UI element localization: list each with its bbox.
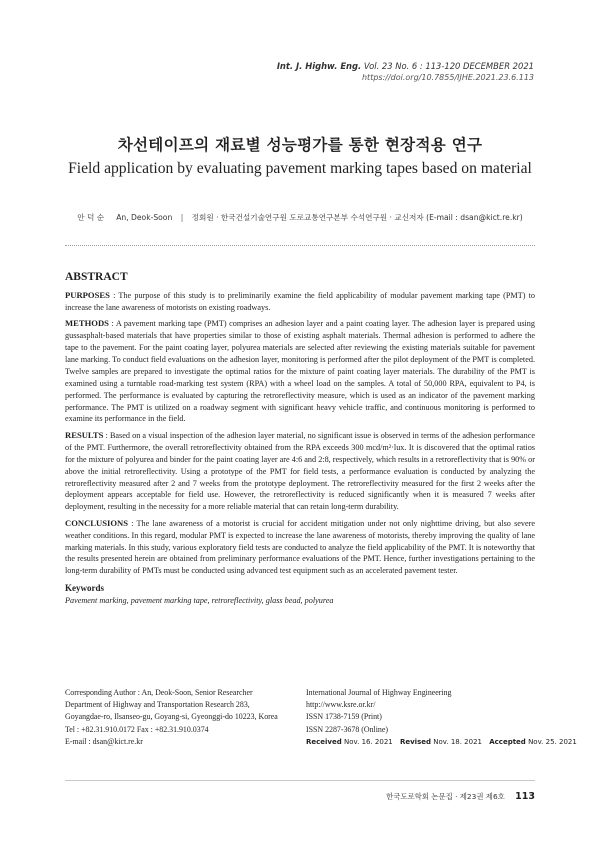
- keywords-title: Keywords: [65, 583, 104, 594]
- results-label: RESULTS: [65, 429, 104, 440]
- revised-label: Revised: [399, 737, 432, 746]
- results-text: : Based on a visual inspection of the adhesion layer material, no significant issue is observed in terms of the adhesion performance of the PMT. Furthermore, the overall retroreflectivity obtained from the RPA exceeds 300 mcd/m²·lux. It is discovered that the optimal ratios for the mixture of polyurea and binder for the paint coating layer are 4:6 and 2:8, respectively, which results in a retroreflectivity that is 90% or above the initial retroreflectivity. Using a prototype of the PMT for field tests, a performance evaluation is conducted by analyzing the retroreflectivity measured after 2 and 7 weeks from the prototype deployment. The retroreflectivity measured for the first 2 weeks after the deployment appears acceptable for field use. However, the retroreflectivity is reduced significantly when it is measured 7 weeks after deployment, resulting in the necessity for a more reliable material that can retain long-term durability.: [65, 430, 535, 512]
- abstract-heading: ABSTRACT: [65, 271, 128, 283]
- abstract-block: [65, 272, 535, 607]
- author-affiliation: 정회원 · 한국건설기술연구원 도로교통연구본부 수석연구원 · 교신저자 (E-mail : dsan@kict.re.kr): [191, 213, 523, 222]
- corresponding-line: Corresponding Author : An, Deok-Soon, Senior Researcher: [65, 688, 253, 697]
- journal-url[interactable]: http://www.ksre.or.kr/: [306, 700, 376, 710]
- conclusions-text: : The lane awareness of a motorist is crucial for accident mitigation under not only nighttime driving, but also severe weather conditions. In this regard, modular PMT is expected to increase the lane awareness of motorists, thereby improving the quality of lane marking materials. In this study, various exploratory field tests are conducted to analyze the field applicability of the PMT. It is noteworthy that the results presented herein are obtained from preliminary performance evaluations of the PMT. Hence, further investigations pertaining to the long-term durability of PMTs must be conducted using advanced test equipment such as an accelerated pavement tester.: [65, 518, 535, 576]
- journal-info-block: [306, 687, 582, 748]
- page-footer: [386, 791, 535, 802]
- accepted-date: Nov. 25. 2021: [528, 737, 577, 746]
- footer-divider: [65, 780, 535, 781]
- page-number: 113: [515, 791, 535, 802]
- journal-volume-line: [277, 60, 534, 72]
- keywords-list: Pavement marking, pavement marking tape, retroreflectivity, glass bead, polyurea: [65, 596, 334, 606]
- title-english: Field application by evaluating pavement marking tapes based on material: [68, 160, 532, 177]
- header-divider: [65, 245, 535, 246]
- corresponding-line: Goyangdae-ro, Ilsanseo-gu, Goyang-si, Gyeonggi-do 10223, Korea: [65, 712, 278, 722]
- volume-info: Vol. 23 No. 6 : 113-120 DECEMBER 2021: [363, 61, 534, 71]
- received-date: Nov. 16. 2021: [344, 737, 393, 746]
- issn-online: ISSN 2287-3678 (Online): [306, 724, 388, 734]
- purposes-label: PURPOSES: [65, 289, 110, 300]
- author-separator: |: [180, 213, 184, 222]
- author-line: [0, 212, 600, 223]
- abstract-results: [65, 430, 535, 513]
- abstract-purposes: [65, 290, 535, 314]
- submission-dates: [306, 736, 582, 748]
- methods-text: : A pavement marking tape (PMT) comprises an adhesion layer and a paint coating layer. The adhesion layer is prepared using gussasphalt-based materials that have properties similar to those of existing asphalt materials. Thermal adhesion is performed to adhere the tape to the pavement. For the paint coating layer, polyurea materials are selected after reviewing the existing materials suitable for pavement lane marking. To conduct field evaluations on the adhesion layer, monitoring is performed after the pilot deployment of the PMT is completed. Twelve samples are prepared to investigate the optimal ratios for the mixture of paint coating layer materials. The durability of the PMT is examined using a turntable road-marking test system (RPA) with a wheel load on the samples. A total of 50,000 RPA, equivalent to P4, is performed. The performance is evaluated by capturing the retroreflectivity measure, which is used as an indicator of the pavement marking performance. The PMT is utilized on a roadway segment with significant heavy vehicle traffic, and continuous monitoring is performed to examine its performance in the field.: [65, 319, 535, 424]
- doi-link[interactable]: https://doi.org/10.7855/IJHE.2021.23.6.113: [361, 73, 534, 82]
- journal-korean-issue: 한국도로학회 논문집 · 제23권 제6호: [386, 792, 505, 801]
- title-korean: 차선테이프의 재료별 성능평가를 통한 현장적용 연구: [117, 136, 483, 154]
- journal-abbrev: Int. J. Highw. Eng.: [276, 61, 362, 71]
- abstract-methods: [65, 318, 535, 425]
- journal-reference: [277, 60, 534, 84]
- purposes-text: : The purpose of this study is to preliminarily examine the field applicability of modular pavement marking tape (PMT) to increase the lane awareness of motorists on existing roadways.: [65, 290, 535, 312]
- corresponding-line: Department of Highway and Transportation Research 283,: [65, 700, 250, 710]
- revised-date: Nov. 18. 2021: [433, 737, 482, 746]
- accepted-label: Accepted: [489, 737, 526, 746]
- corresponding-author-block: [65, 687, 278, 748]
- journal-name: International Journal of Highway Engineering: [306, 688, 452, 697]
- issn-print: ISSN 1738-7159 (Print): [306, 712, 382, 722]
- received-label: Received: [306, 737, 342, 746]
- author-english-name: An, Deok-Soon: [116, 213, 173, 222]
- methods-label: METHODS: [65, 318, 109, 329]
- conclusions-label: CONCLUSIONS: [65, 517, 129, 528]
- author-korean-name: 안 덕 순: [77, 213, 105, 222]
- corresponding-email: E-mail : dsan@kict.re.kr: [65, 736, 143, 746]
- abstract-conclusions: [65, 518, 535, 578]
- corresponding-line: Tel : +82.31.910.0172 Fax : +82.31.910.0374: [65, 724, 209, 734]
